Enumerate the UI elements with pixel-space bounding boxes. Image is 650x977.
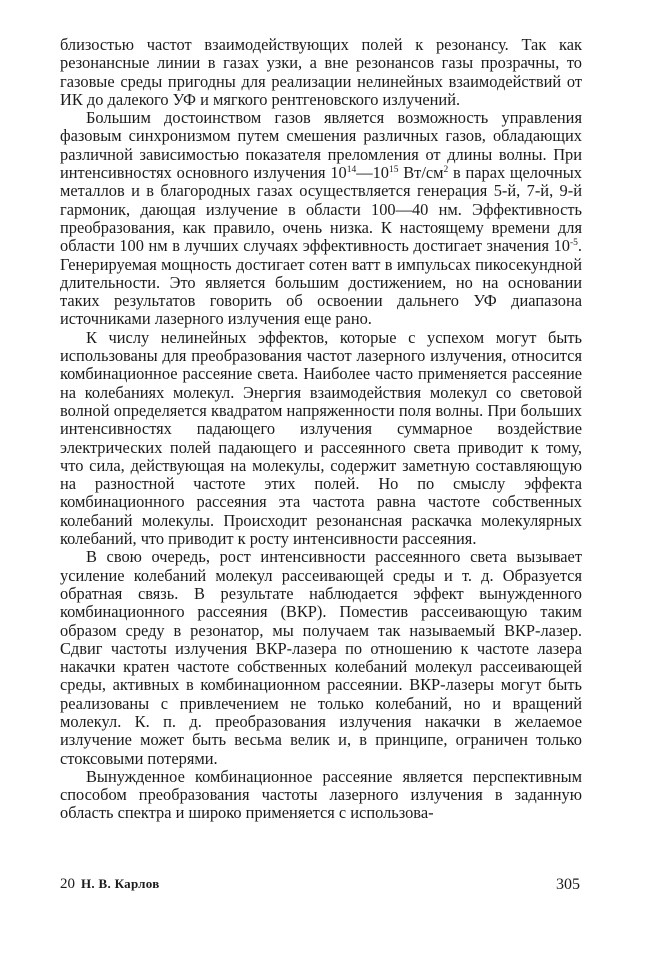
paragraph-2-text-b: —10 [356, 163, 389, 183]
paragraph-2 [60, 109, 582, 329]
paragraph-5: Вынужденное комбинационное рассеяние является перспективным способом преобразования частоты лазерного излучения в заданную область спектра и широко применяется с использова- [60, 766, 582, 823]
paragraph-4: В свою очередь, рост интенсивности рассеянного света вызывает усиление колебаний молекул рассеивающей среды и т. д. Образуется обратная связь. В результате наблюдается эффект вынужденного комбинационного рассеяния (ВКР). Поместив рассеивающую таким образом среду в резонатор, мы получаем так называемый ВКР-лазер. Сдвиг частоты излучения ВКР-лазера по отношению к частоте лазера накачки кратен частоте собственных колебаний молекул рассеивающей среды, активных в комбинационном рассеянии. ВКР-лазеры могут быть реализованы с привлечением не только колебаний, но и вращений молекул. К. п. д. преобразования излучения накачки в желаемое излучение может быть весьма велик и, в принципе, ограничен только стоксовыми потерями. [60, 547, 582, 768]
paragraph-3: К числу нелинейных эффектов, которые с успехом могут быть использованы для преобразования частот лазерного излучения, относится комбинационное рассеяние света. Наиболее часто применяется рассеяние на колебаниях молекул. Энергия взаимодействия молекул со световой волной определяется квадратом напряженности поля волны. При больших интенсивностях падающего излучения суммарное воздействие электрических полей падающего и рассеянного света приводит к тому, что сила, действующая на молекулы, содержит заметную составляющую на разностной частоте этих полей. Но по смыслу эффекта комбинационного рассеяния эта частота равна частоте собственных колебаний молекулы. Происходит резонансная раскачка молекулярных колебаний, что приводит к росту интенсивности рассеяния. [60, 327, 582, 549]
exponent-15: 15 [389, 165, 399, 176]
paragraph-1: близостью частот взаимодействующих полей к резонансу. Так как резонансные линии в газах узки, а вне резонансов газы прозрачны, то газовые среды пригодны для реализации нелинейных взаимодействий от ИК до далекого УФ и мягкого рентгеновского излучений. [60, 35, 582, 109]
paragraph-2-text-a: Большим достоинством газов является возможность управления фазовым синхронизмом путем смешения различных газов, обладающих различной зависимостью показателя преломления от длины волны. При интенсивностях основного излучения 10 [60, 108, 582, 183]
paragraph-2-text-e: . Генерируемая мощность достигает сотен ватт в импульсах пикосекундной длительности. Это является большим достижением, но на основании таких результатов говорить об освоении дальнего УФ диапазона источниками лазерного излучения еще рано. [60, 236, 582, 329]
printer-signature [60, 876, 160, 893]
page-body [60, 36, 582, 823]
paragraph-2-text-d: в парах щелочных металлов и в благородных газах осуществляется генерация 5-й, 7-й, 9-й гармоник, дающая излучение в области 100—40 нм. Эффективность преобразования, как правило, очень низка. К настоящему времени для области 100 нм в лучших случаях эффективность достигает значения 10 [60, 163, 582, 256]
exponent-14: 14 [346, 165, 357, 176]
page-footer [60, 876, 582, 896]
exponent-minus-5: -5 [569, 238, 578, 249]
exponent-2: 2 [443, 165, 449, 176]
signature-number: 20 [60, 876, 75, 892]
paragraph-2-text-c: Вт/см [398, 163, 444, 183]
signature-author: Н. В. Карлов [81, 876, 160, 891]
page-number: 305 [556, 876, 580, 893]
